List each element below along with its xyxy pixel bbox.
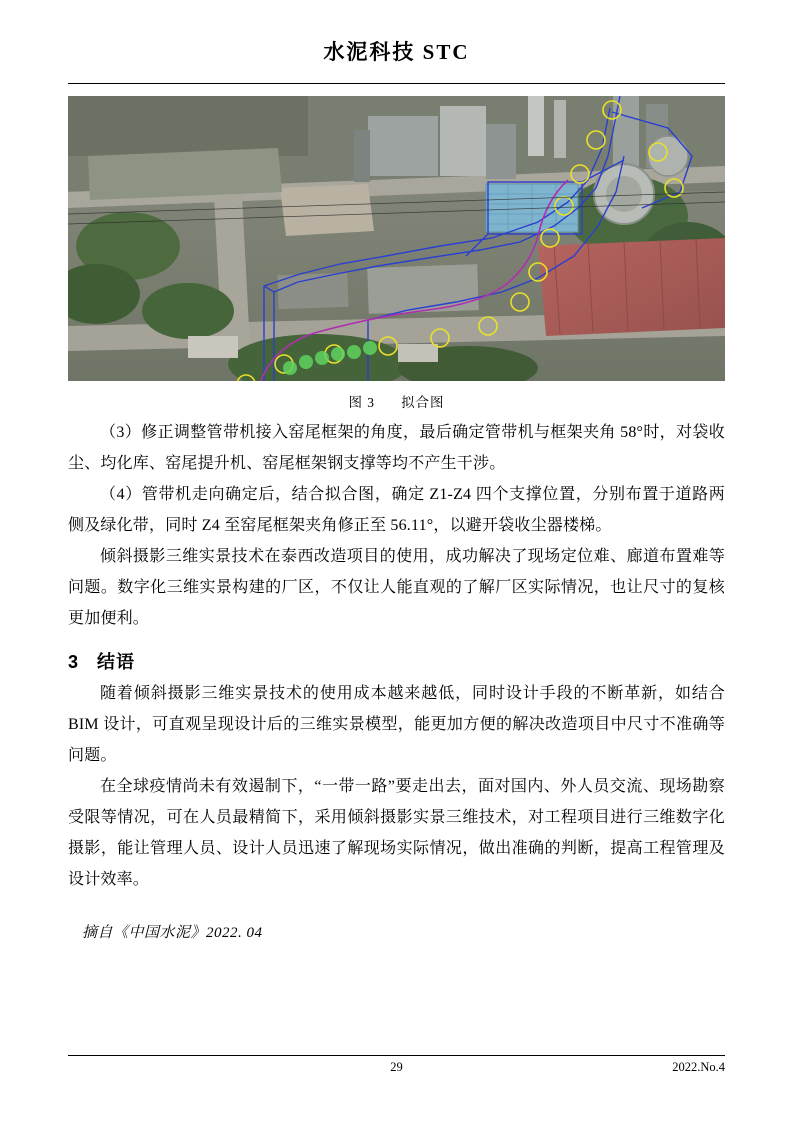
- body-paragraph-1: （3）修正调整管带机接入窑尾框架的角度，最后确定管带机与框架夹角 58°时，对袋收尘、均化库、窑尾提升机、窑尾框架钢支撑等均不产生干涉。: [68, 424, 725, 472]
- aerial-photo-image: [68, 96, 725, 381]
- header-title: 水泥科技 STC: [323, 40, 470, 64]
- quote-source: 摘自《中国水泥》2022. 04: [82, 925, 263, 941]
- body-paragraph-3: 倾斜摄影三维实景技术在泰西改造项目的使用，成功解决了现场定位难、廊道布置难等问题。数字化三维实景构建的厂区，不仅让人能直观的了解厂区实际情况，也让尺寸的复核更加便利。: [68, 548, 725, 627]
- figure-caption-text: 拟合图: [401, 395, 445, 410]
- section-heading: [68, 648, 725, 674]
- section-number: 3: [68, 652, 80, 672]
- page-content: [68, 96, 725, 942]
- section-paragraph-1: 随着倾斜摄影三维实景技术的使用成本越来越低，同时设计手段的不断革新，如结合 BIM 设计，可直观呈现设计后的三维实景模型，能更加方便的解决改造项目中尺寸不准确等问题。: [68, 685, 725, 764]
- figure-caption-label: 图 3: [348, 395, 376, 410]
- figure-caption: [68, 391, 725, 411]
- body-paragraph-2: （4）管带机走向确定后，结合拟合图，确定 Z1-Z4 四个支撑位置，分别布置于道路两侧及绿化带，同时 Z4 至窑尾框架夹角修正至 56.11°，以避开袋收尘器楼梯。: [68, 486, 725, 534]
- section-title: 结语: [97, 652, 136, 672]
- footer-issue: 2022.No.4: [672, 1060, 725, 1074]
- section-paragraph-2: 在全球疫情尚未有效遏制下，“一带一路”要走出去，面对国内、外人员交流、现场勘察受限等情况，可在人员最精简下，采用倾斜摄影实景三维技术，对工程项目进行三维数字化摄影，能让管理人员、设计人员迅速了解现场实际情况，做出准确的判断，提高工程管理及设计效率。: [68, 778, 725, 888]
- footer-divider: [68, 1055, 725, 1056]
- page-footer: [68, 1060, 725, 1080]
- figure-block: [68, 96, 725, 411]
- page-header: [68, 40, 725, 65]
- footer-page-number: 29: [390, 1060, 403, 1074]
- header-divider: [68, 83, 725, 84]
